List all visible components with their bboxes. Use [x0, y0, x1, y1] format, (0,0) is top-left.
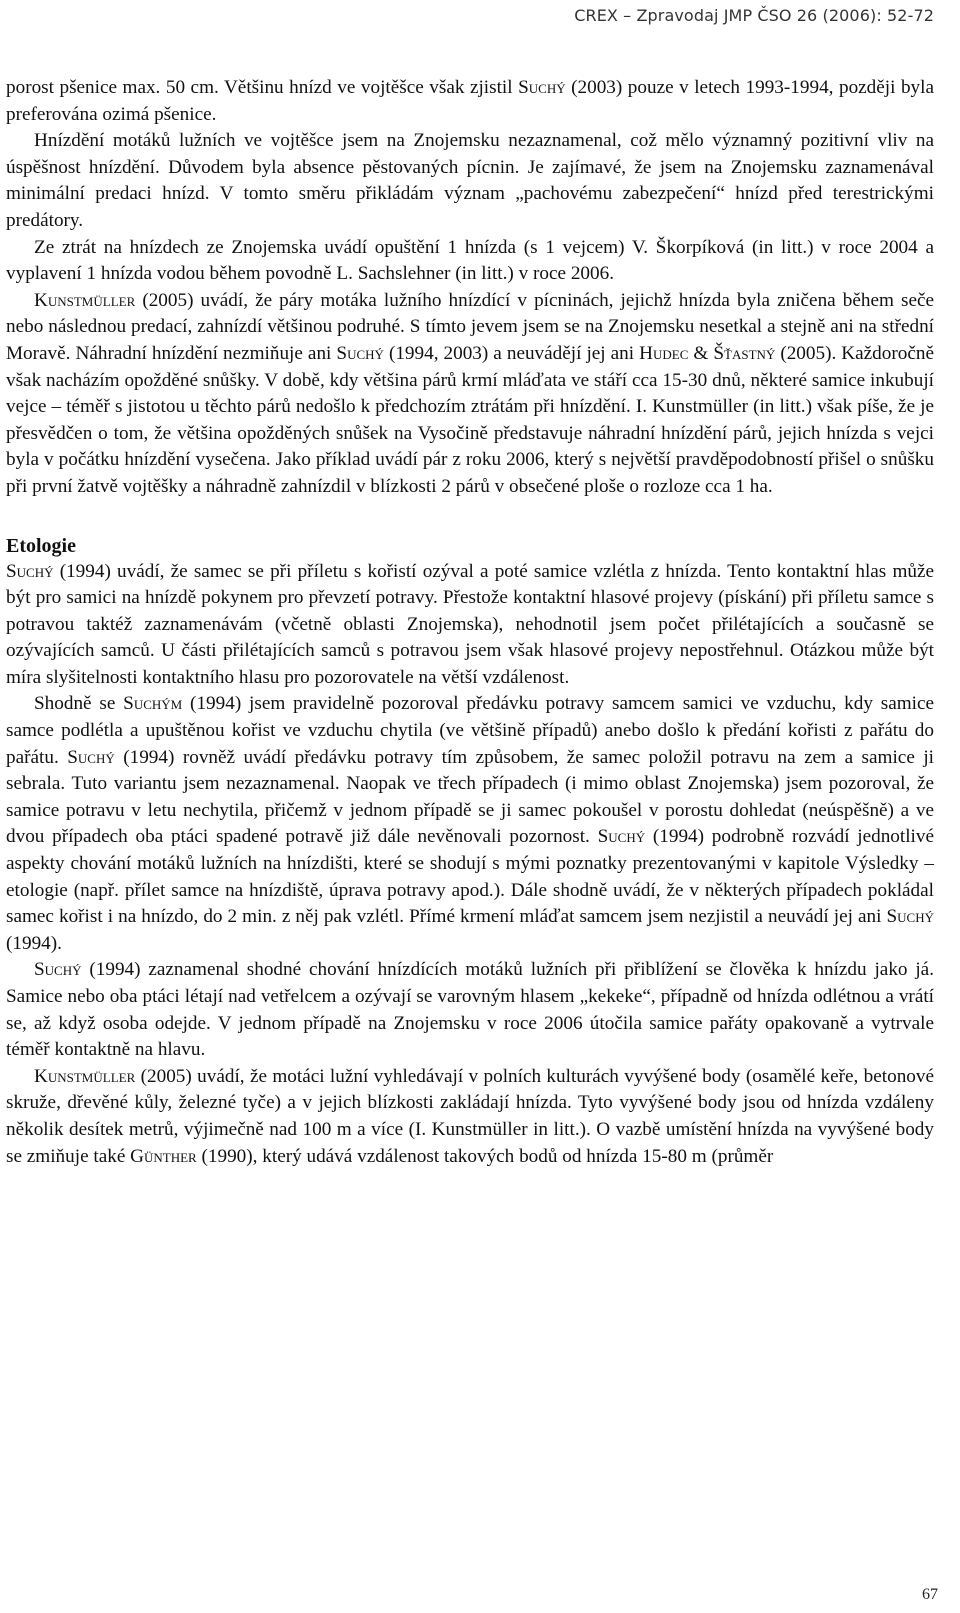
citation: Kunstmüller	[34, 1065, 136, 1087]
citation: Suchým	[123, 693, 183, 715]
section-gap	[6, 501, 934, 533]
citation: Suchý	[518, 77, 566, 98]
paragraph-elevated-points: Kunstmüller (2005) uvádí, že motáci lužní vyhledávají v polních kulturách vyvýšené body (osamělé keře, betonové skruže, dřevěné kůly, železné tyče) a v jejich blízkosti zakládají hnízda. Tyto vyvýšené body jsou od hnízda vzdáleny několik desítek metrů, výjimečně nad 100 m a více (I. Kunstmüller in litt.). O vazbě umístění hnízda na vyvýšené body se zmiňuje také Günther (1990), který udává vzdálenost takových bodů od hnízda 15-80 m (průměr	[6, 1065, 934, 1167]
article-body	[6, 75, 934, 1170]
paragraph-continued: porost pšenice max. 50 cm. Většinu hnízd ve vojtěšce však zjistil Suchý (2003) pouze v letech 1993-1994, později byla preferována ozimá pšenice.	[6, 77, 934, 125]
citation: Suchý	[336, 342, 384, 364]
paragraph-food-transfer: Shodně se Suchým (1994) jsem pravidelně pozoroval předávku potravy samcem samici ve vzduchu, kdy samice samce podlétla a upuštěnou kořist ve vzduchu chytila (ve většině případů) anebo došlo k předání kořisti z pařátu do pařátu. Suchý (1994) rovněž uvádí předávku potravy tím způsobem, že samec položil potravu na zem a samice ji sebrala. Tuto variantu jsem nezaznamenal. Naopak ve třech případech (i mimo oblast Znojemska) jsem pozoroval, že samice potravu v letu nechytila, přičemž v jednom případě se ji samec pokoušel v porostu dohledat (neúspěšně) a ve dvou případech oba ptáci spadené potravě již dále nevěnovali pozornost. Suchý (1994) podrobně rozvádí jednotlivé aspekty chování motáků lužních na hnízdišti, které se shodují s mými poznatky prezentovanými v kapitole Výsledky – etologie (např. přílet samce na hnízdiště, úprava potravy apod.). Dále shodně uvádí, že v některých případech pokládal samec kořist i na hnízdo, do 2 min. z něj pak vzlétl. Přímé krmení mláďat samcem jsem nezjistil a neuvádí jej ani Suchý (1994).	[6, 693, 934, 954]
citation: Šťastný	[713, 342, 776, 364]
paragraph-nest-losses: Ze ztrát na hnízdech ze Znojemska uvádí opuštění 1 hnízda (s 1 vejcem) V. Škorpíková (in litt.) v roce 2004 a vyplavení 1 hnízda vodou během povodně L. Sachslehner (in litt.) v roce 2006.	[6, 236, 934, 285]
citation: Hudec	[639, 342, 689, 364]
citation: Suchý	[886, 906, 934, 928]
paragraph-contact-call: Suchý (1994) uvádí, že samec se při příletu s kořistí ozýval a poté samice vzlétla z hnízda. Tento kontaktní hlas může být pro samici na hnízdě pokynem pro převzetí potravy. Přestože kontaktní hlasové projevy (pískání) při příletu samce s potravou taktéž zaznamenávám (včetně oblasti Znojemska), nehodnotil jsem počet přilétajících a současně se ozývajících samců. U části přilétajících samců s potravou jsem však hlasové projevy nepostřehnul. Otázkou může být míra slyšitelnosti kontaktního hlasu pro pozorovatele na větší vzdálenost.	[6, 560, 934, 688]
citation: Kunstmüller	[34, 289, 136, 311]
paragraph-nest-defense: Suchý (1994) zaznamenal shodné chování hnízdících motáků lužních při přiblížení se člověka k hnízdu jako já. Samice nebo oba ptáci létají nad vetřelcem a ozývají se varovným hlasem „kekeke“, případně od hnízda odlétnou a vrátí se, až když osoba odejde. V jednom případě na Znojemsku v roce 2006 útočila samice pařáty opakovaně a vytrvale téměř kontaktně na hlavu.	[6, 959, 934, 1061]
running-header: CREX – Zpravodaj JMP ČSO 26 (2006): 52-72	[574, 6, 934, 25]
paragraph-nest-predation: Hnízdění motáků lužních ve vojtěšce jsem na Znojemsku nezaznamenal, což mělo významný pozitivní vliv na úspěšnost hnízdění. Důvodem byla absence pěstovaných pícnin. Je zajímavé, že jsem na Znojemsku zaznamenával minimální predaci hnízd. V tomto směru přikládám význam „pachovému zabezpečení“ hnízd před terestrickými predátory.	[6, 130, 934, 231]
citation: Suchý	[34, 959, 82, 981]
paragraph-replacement-nesting: Kunstmüller (2005) uvádí, že páry motáka lužního hnízdící v pícninách, jejichž hnízda byla zničena během seče nebo následnou predací, zahnízdí většinou podruhé. S tímto jevem jsem se na Znojemsku nesetkal a stejně ani na střední Moravě. Náhradní hnízdění nezmiňuje ani Suchý (1994, 2003) a neuvádějí jej ani Hudec & Šťastný (2005). Každoročně však nacházím opožděné snůšky. V době, kdy většina párů krmí mláďata ve stáří cca 15-30 dnů, některé samice inkubují vejce – téměř s jistotou u těchto párů nedošlo k předchozím ztrátám při hnízdění. I. Kunstmüller (in litt.) však píše, že je přesvědčen o tom, že většina opožděných snůšek na Vysočině představuje náhradní hnízdění párů, jejich hnízda s vejci byla v počátku hnízdění vysečena. Jako příklad uvádí pár z roku 2006, který s největší pravděpodobností přišel o snůšku při první žatvě vojtěšky a náhradně zahnízdil v blízkosti 2 párů v obsečené ploše o rozloze cca 1 ha.	[6, 289, 934, 497]
citation: Suchý	[597, 826, 646, 848]
page-number: 67	[922, 1586, 938, 1603]
citation: Suchý	[6, 560, 54, 582]
citation: Günther	[130, 1145, 197, 1167]
citation: Suchý	[67, 746, 115, 768]
section-heading-etologie: Etologie	[6, 534, 76, 557]
